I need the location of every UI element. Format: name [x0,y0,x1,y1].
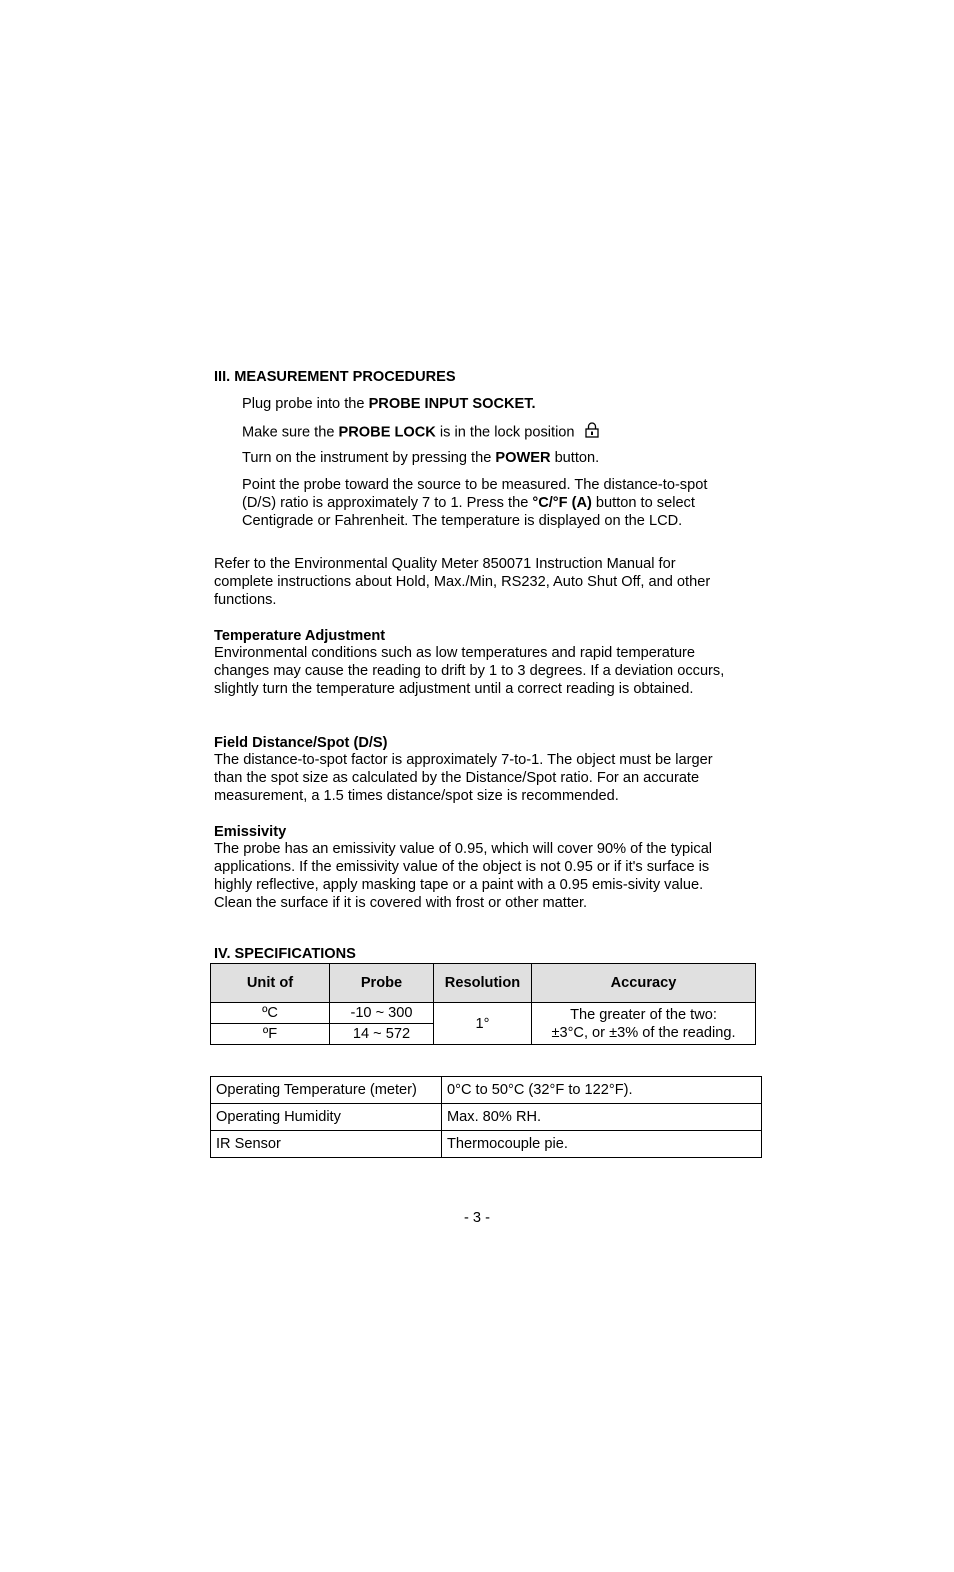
section-title-specifications: IV. SPECIFICATIONS [214,946,356,962]
unit-celsius: ºC [211,1003,330,1024]
spec-value-operating-temp: 0°C to 50°C (32°F to 122°F). [442,1077,762,1104]
field-ds-title: Field Distance/Spot (D/S) [214,735,388,751]
step4-text-post: button to select Centigrade or Fahrenheit. The temperature is displayed on the LCD. [242,495,695,529]
spec-value-humidity: Max. 80% RH. [442,1104,762,1131]
section-title-measurement: III. MEASUREMENT PROCEDURES [214,369,456,385]
table-row [211,1003,756,1024]
emissivity-title: Emissivity [214,824,287,840]
operating-specs-table [210,1076,762,1158]
spec-value-ir-sensor: Thermocouple pie. [442,1131,762,1158]
emissivity-body: The probe has an emissivity value of 0.95, which will cover 90% of the typical applications. If the emissivity value of the object is not 0.95 or if it's surface is highly reflective, apply masking tape or a paint with a 0.95 emis-sivity value. Clean the surface if it is covered with frost or other matter. [214,841,713,911]
header-probe: Probe [330,964,434,1003]
temp-adjust-body: Environmental conditions such as low temperatures and rapid temperature changes may cause the reading to drift by 1 to 3 degrees. If a deviation occurs, slightly turn the temperature adjustment until a correct reading is obtained. [214,645,725,697]
header-resolution: Resolution [434,964,532,1003]
probe-range-celsius: -10 ~ 300 [330,1003,434,1024]
step-probe-lock [242,422,742,443]
step4-text: Point the probe toward the source to be measured. The distance-to-spot (D/S) ratio is approximately 7 to 1. Press the [242,477,708,511]
spec-label-humidity: Operating Humidity [211,1104,442,1131]
accuracy-value [532,1003,756,1045]
step2-text-post: is in the lock position [435,424,575,441]
step2-bold: PROBE LOCK [338,424,436,441]
probe-range-fahrenheit: 14 ~ 572 [330,1024,434,1045]
page-number: - 3 - [464,1210,490,1226]
table-row [211,1131,762,1158]
step4-bold: °C/°F (A) [532,495,592,511]
step3-bold: POWER [495,450,551,466]
spec-table [210,963,756,1045]
header-unit: Unit of [211,964,330,1003]
step1-text: Plug probe into the [242,396,369,412]
temp-adjust-title: Temperature Adjustment [214,628,386,644]
accuracy-line-2: ±3°C, or ±3% of the reading. [551,1024,736,1041]
table-row [211,1104,762,1131]
padlock-icon [585,422,599,443]
step1-bold: PROBE INPUT SOCKET. [368,396,536,412]
spec-label-ir-sensor: IR Sensor [211,1131,442,1158]
spec-table-header [211,964,756,1003]
accuracy-line-1: The greater of the two: [570,1006,717,1023]
field-ds-body: The distance-to-spot factor is approximately 7-to-1. The object must be larger than the spot size as calculated by the Distance/Spot ratio. For an accurate measurement, a 1.5 times distance/spot size is recommended. [214,752,713,804]
step2-text: Make sure the [242,424,339,441]
resolution-value: 1° [434,1003,532,1045]
header-accuracy: Accuracy [532,964,756,1003]
step3-text-post: button. [550,450,600,466]
spec-label-operating-temp: Operating Temperature (meter) [211,1077,442,1104]
step3-text: Turn on the instrument by pressing the [242,450,496,466]
step-power-on [242,449,742,467]
refer-paragraph: Refer to the Environmental Quality Meter 850071 Instruction Manual for complete instructions about Hold, Max./Min, RS232, Auto Shut Off, and other functions. [214,556,711,608]
step-plug-probe [242,395,742,413]
step-point-probe [242,476,734,530]
unit-fahrenheit: ºF [211,1024,330,1045]
table-row [211,1077,762,1104]
